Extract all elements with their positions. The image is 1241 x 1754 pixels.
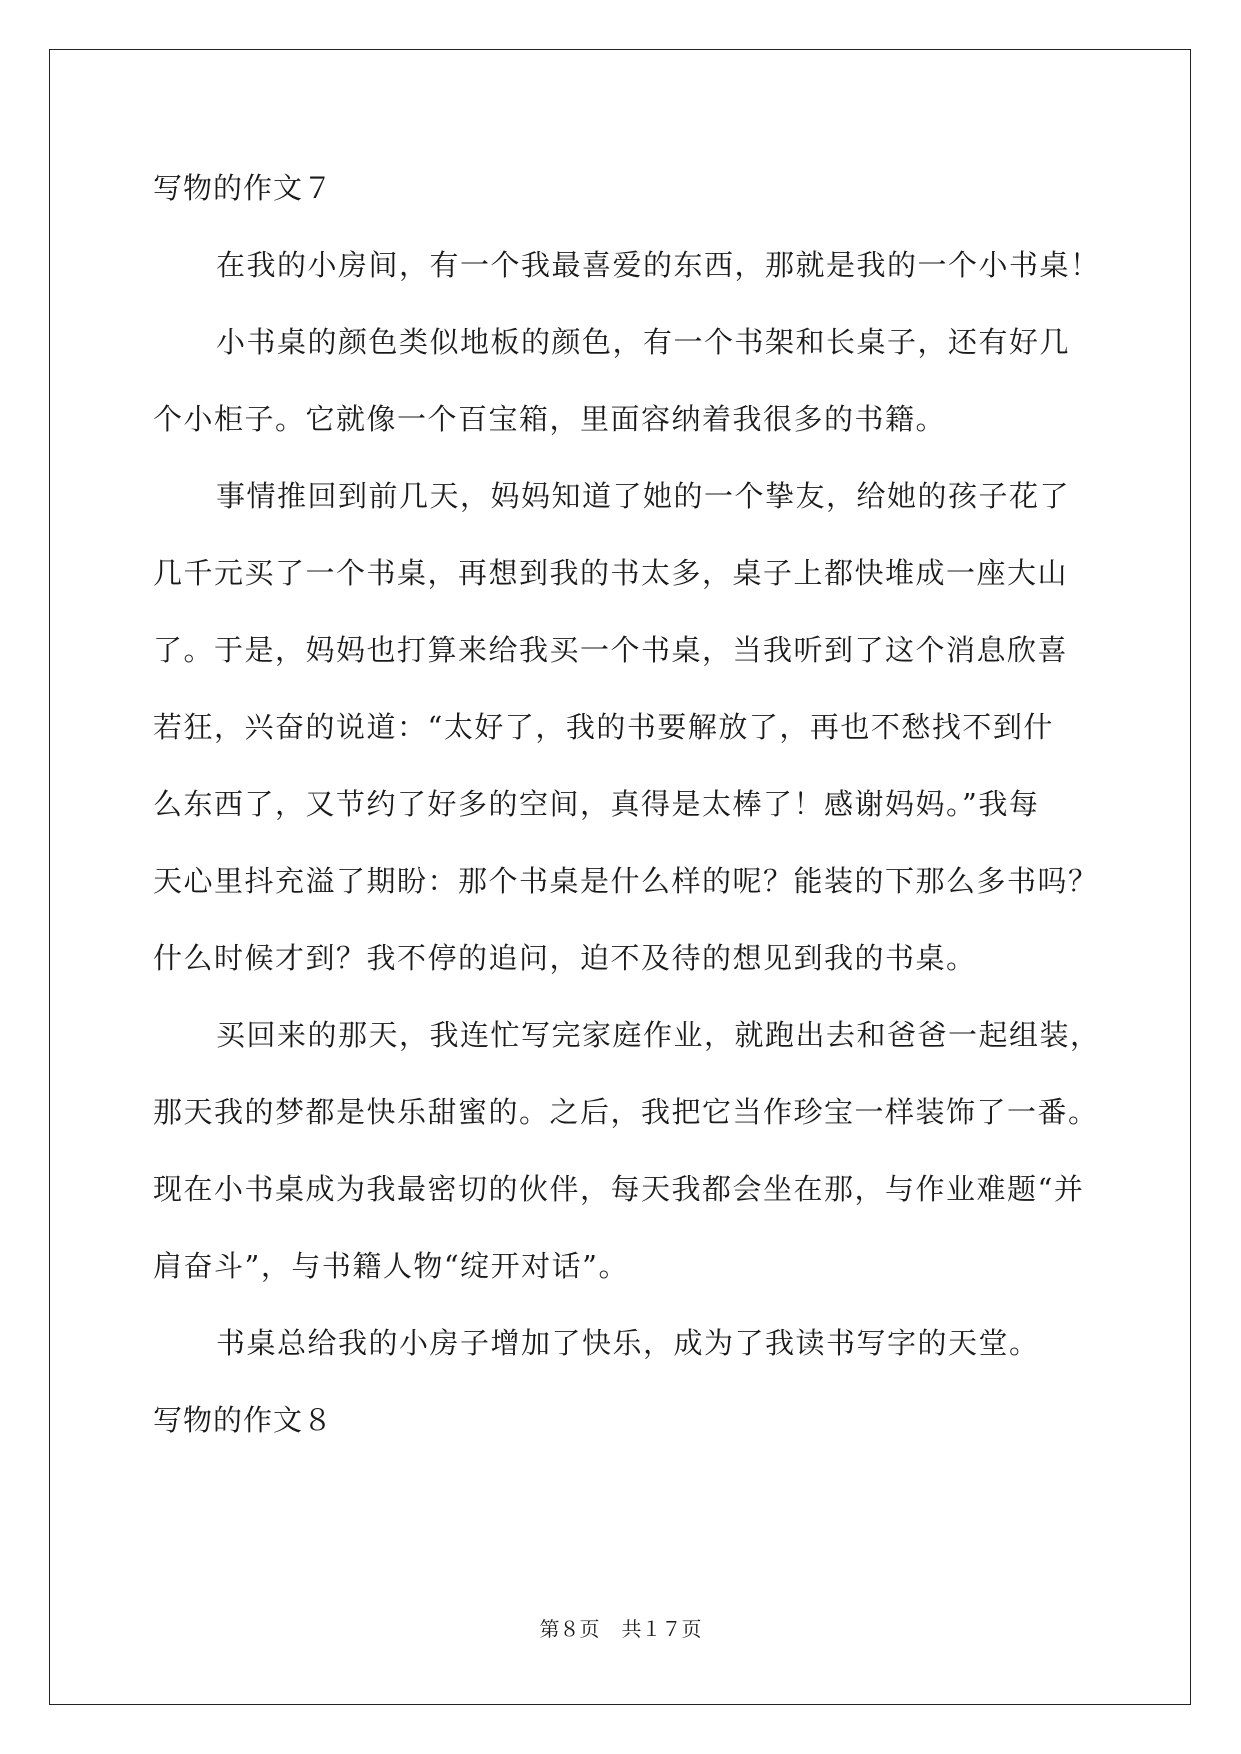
paragraph-line: 书桌总给我的小房子增加了快乐，成为了我读书写字的天堂。 bbox=[216, 1326, 1040, 1360]
paragraph-line: 么东西了，又节约了好多的空间，真得是太棒了！感谢妈妈。”我每 bbox=[153, 787, 1040, 821]
document-body bbox=[153, 150, 1101, 1459]
page-footer bbox=[0, 1617, 1241, 1641]
paragraph-line: 事情推回到前几天，妈妈知道了她的一个挚友，给她的孩子花了 bbox=[216, 479, 1071, 513]
paragraph-line: 了。于是，妈妈也打算来给我买一个书桌，当我听到了这个消息欣喜 bbox=[153, 633, 1069, 667]
paragraph-line: 在我的小房间，有一个我最喜爱的东西，那就是我的一个小书桌！ bbox=[216, 248, 1101, 282]
paragraph-line: 肩奋斗”，与书籍人物“绽开对话”。 bbox=[153, 1249, 629, 1283]
page-total: 共１７页 bbox=[621, 1617, 702, 1641]
paragraph-line: 天心里抖充溢了期盼：那个书桌是什么样的呢？能装的下那么多书吗？ bbox=[153, 864, 1099, 898]
paragraph-line: 买回来的那天，我连忙写完家庭作业，就跑出去和爸爸一起组装， bbox=[216, 1018, 1101, 1052]
paragraph-line: 几千元买了一个书桌，再想到我的书太多，桌子上都快堆成一座大山 bbox=[153, 556, 1069, 590]
paragraph-line: 小书桌的颜色类似地板的颜色，有一个书架和长桌子，还有好几 bbox=[216, 325, 1071, 359]
paragraph-line: 若狂，兴奋的说道：“太好了，我的书要解放了，再也不愁找不到什 bbox=[153, 710, 1054, 744]
section-heading-8: 写物的作文８ bbox=[153, 1403, 334, 1437]
paragraph-line: 那天我的梦都是快乐甜蜜的。之后，我把它当作珍宝一样装饰了一番。 bbox=[153, 1095, 1099, 1129]
paragraph-line: 个小柜子。它就像一个百宝箱，里面容纳着我很多的书籍。 bbox=[153, 402, 947, 436]
page-number: 第８页 bbox=[539, 1617, 600, 1641]
paragraph-line: 现在小书桌成为我最密切的伙伴，每天我都会坐在那，与作业难题“并 bbox=[153, 1172, 1085, 1206]
paragraph-line: 什么时候才到？我不停的追问，迫不及待的想见到我的书桌。 bbox=[153, 941, 977, 975]
section-heading-7: 写物的作文７ bbox=[153, 171, 334, 205]
